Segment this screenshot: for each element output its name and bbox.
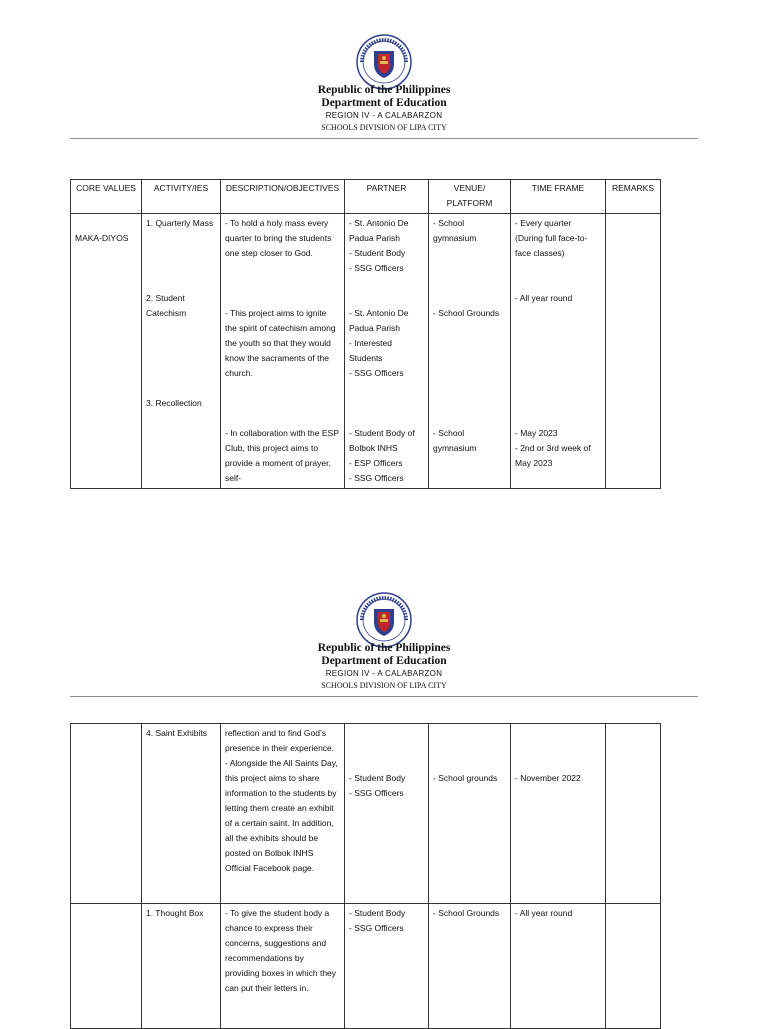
venue-cell (429, 724, 511, 904)
time-frame-item: - November 2022 (515, 773, 581, 783)
time-frame-item: - 2nd or 3rd week of May 2023 (515, 443, 591, 468)
core-value: MAKA-DIYOS (75, 233, 129, 243)
partner-cell (345, 214, 429, 489)
partner-item: - Student Body (349, 773, 406, 783)
letterhead (0, 642, 768, 692)
letterhead-republic: Republic of the Philippines (317, 642, 451, 654)
partner-item: - St. Antonio De Padua Parish (349, 218, 409, 243)
partner-item: - SSG Officers (349, 473, 404, 483)
partner-item: - Student Body (349, 908, 406, 918)
activity-plan-table (70, 179, 661, 489)
partner-cell (345, 724, 429, 904)
partner-item: - SSG Officers (349, 263, 404, 273)
venue-cell (429, 904, 511, 1029)
letterhead-republic: Republic of the Philippines (317, 84, 451, 96)
partner-item: - ESP Officers (349, 458, 403, 468)
venue-item: - School gymnasium (433, 218, 477, 243)
table-row (71, 214, 661, 489)
letterhead (0, 84, 768, 134)
core-value-cell (71, 214, 142, 489)
venue-item: - School grounds (433, 773, 498, 783)
time-frame-cell (511, 214, 606, 489)
page-gap (0, 540, 768, 560)
remarks-cell (606, 724, 661, 904)
remarks-cell (606, 904, 661, 1029)
partner-item: - Interested Students (349, 338, 392, 363)
header-time-frame: TIME FRAME (511, 180, 606, 214)
letterhead-region: REGION IV - A CALABARZON (325, 669, 443, 678)
partner-item: - Student Body (349, 248, 406, 258)
description-item: - In collaboration with the ESP Club, this project aims to provide a moment of prayer, self- (225, 428, 339, 483)
time-frame-item: - May 2023 (515, 428, 558, 438)
letterhead-division: SCHOOLS DIVISION OF LIPA CITY (321, 681, 447, 690)
header-divider (70, 138, 698, 139)
header-remarks: REMARKS (606, 180, 661, 214)
header-activities: ACTIVITY/IES (142, 180, 221, 214)
header-partner: PARTNER (345, 180, 429, 214)
letterhead-division: SCHOOLS DIVISION OF LIPA CITY (321, 123, 447, 132)
header-divider (70, 696, 698, 697)
description-item: - This project aims to ignite the spirit of catechism among the youth so that they would know the sacraments of the church. (225, 308, 336, 378)
activity-item: 4. Saint Exhibits (146, 728, 207, 738)
description-item: - To give the student body a chance to express their concerns, suggestions and recommendations by providing boxes in which they can put their letters in. (225, 908, 337, 993)
deped-seal-icon (356, 34, 412, 90)
header-description: DESCRIPTION/OBJECTIVES (221, 180, 345, 214)
time-frame-item: - Every quarter (During full face-to-face classes) (515, 218, 588, 258)
core-value-cell (71, 724, 142, 904)
letterhead-region: REGION IV - A CALABARZON (325, 111, 443, 120)
partner-item: - SSG Officers (349, 368, 404, 378)
core-value-cell (71, 904, 142, 1029)
description-item: - To hold a holy mass every quarter to bring the students one step closer to God. (225, 218, 332, 258)
description-item: - Alongside the All Saints Day, this project aims to share information to the students by letting them create an exhibit of a certain saint. In addition, all the exhibits should be posted on Bolbok INHS Official Facebook page. (225, 758, 338, 873)
venue-cell (429, 214, 511, 489)
description-cell (221, 904, 345, 1029)
remarks-cell (606, 214, 661, 489)
activity-cell (142, 724, 221, 904)
letterhead-department: Department of Education (321, 97, 447, 109)
partner-item: - Student Body of Bolbok INHS (349, 428, 415, 453)
activity-item: 1. Thought Box (146, 908, 204, 918)
time-frame-item: - All year round (515, 908, 573, 918)
table-header-row (71, 180, 661, 214)
table-row (71, 904, 661, 1029)
venue-item: - School Grounds (433, 308, 500, 318)
activity-item: 3. Recollection (146, 398, 202, 408)
activity-item: 2. Student Catechism (146, 293, 187, 318)
description-cell (221, 724, 345, 904)
table-row (71, 724, 661, 904)
description-item: reflection and to find God’s presence in their experience. (225, 728, 335, 753)
time-frame-cell (511, 904, 606, 1029)
venue-item: - School gymnasium (433, 428, 477, 453)
time-frame-cell (511, 724, 606, 904)
deped-seal-icon (356, 592, 412, 648)
description-cell (221, 214, 345, 489)
partner-item: - SSG Officers (349, 788, 404, 798)
partner-cell (345, 904, 429, 1029)
header-core-values: CORE VALUES (71, 180, 142, 214)
activity-plan-table-continued (70, 723, 661, 1029)
partner-item: - SSG Officers (349, 923, 404, 933)
header-venue: VENUE/ PLATFORM (429, 180, 511, 214)
letterhead-department: Department of Education (321, 655, 447, 667)
partner-item: - St. Antonio De Padua Parish (349, 308, 409, 333)
activity-item: 1. Quarterly Mass (146, 218, 214, 228)
venue-item: - School Grounds (433, 908, 500, 918)
activity-cell (142, 214, 221, 489)
activity-cell (142, 904, 221, 1029)
time-frame-item: - All year round (515, 293, 573, 303)
